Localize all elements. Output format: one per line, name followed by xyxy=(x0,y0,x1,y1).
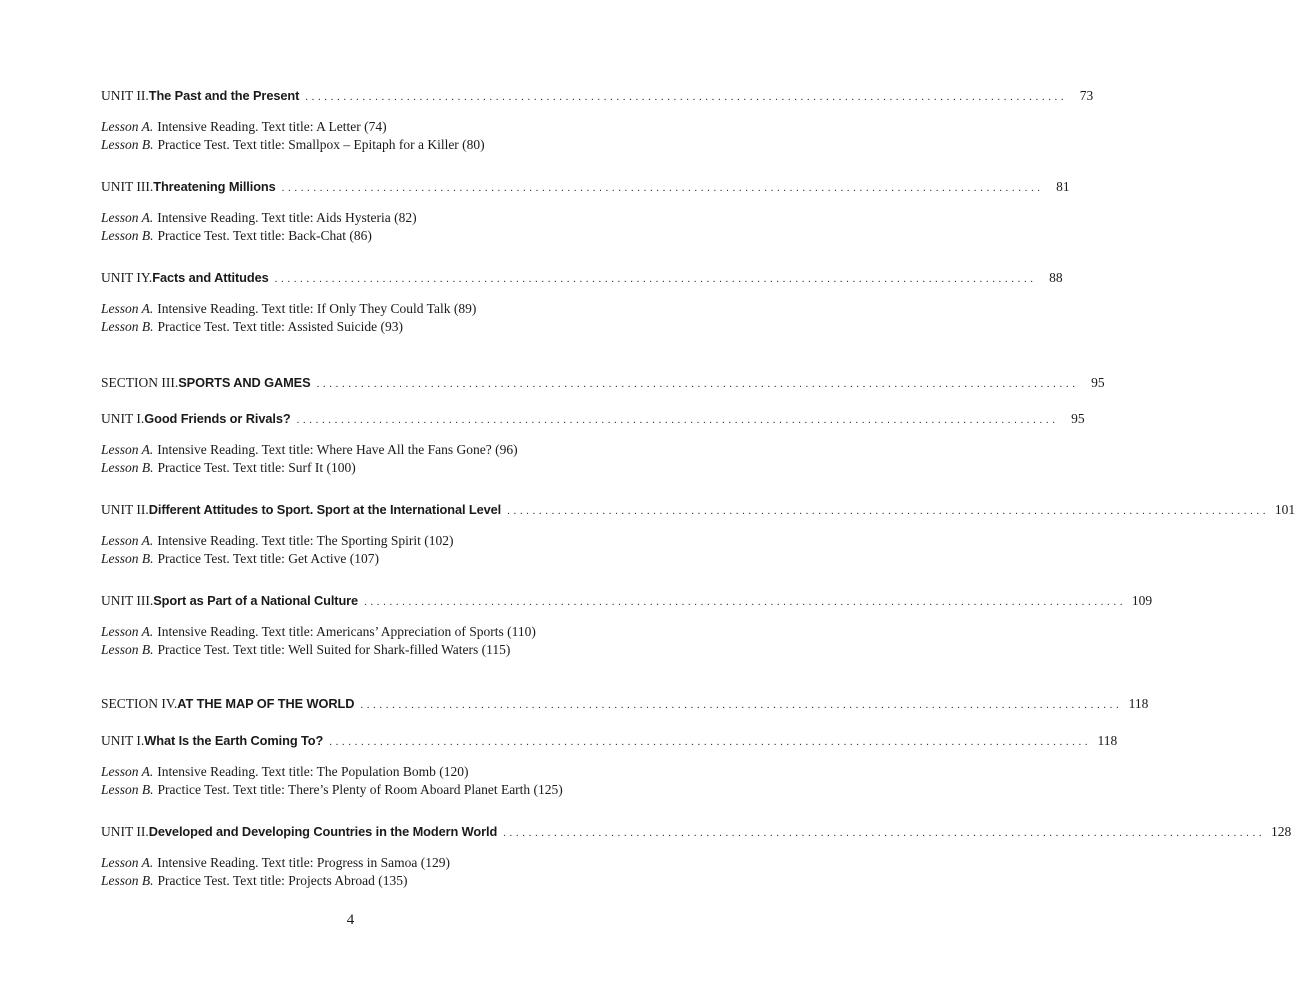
entry-page-number: 95 xyxy=(1091,375,1105,390)
lesson-text: Practice Test. Text title: Surf It (100) xyxy=(157,460,356,475)
lesson-text: Practice Test. Text title: Get Active (107) xyxy=(157,551,379,566)
entry-page-number: 81 xyxy=(1056,179,1070,194)
lesson-text: Practice Test. Text title: Well Suited for Shark-filled Waters (115) xyxy=(157,642,511,657)
toc-heading xyxy=(101,177,1070,197)
entry-prefix: UNIT II. xyxy=(101,502,149,517)
entry-page-number: 109 xyxy=(1131,593,1153,608)
lesson-line xyxy=(101,459,640,477)
entry-prefix: SECTION III. xyxy=(101,375,179,390)
leader-dots: ........................................................................................................................ xyxy=(316,378,1079,390)
leader-dots: ........................................................................................................................ xyxy=(281,182,1044,194)
entry-page-number: 101 xyxy=(1274,502,1295,517)
lesson-text: Intensive Reading. Text title: Progress in Samoa (129) xyxy=(157,855,451,870)
lesson-tag: Lesson A. xyxy=(101,442,154,457)
entry-page-number: 88 xyxy=(1049,270,1063,285)
lesson-line xyxy=(101,136,640,154)
toc-entry-section xyxy=(101,373,1105,393)
lesson-line xyxy=(101,532,640,550)
entry-prefix: SECTION IV. xyxy=(101,696,178,711)
entry-prefix: UNIT II. xyxy=(101,88,149,103)
lesson-line xyxy=(101,550,640,568)
lesson-text: Intensive Reading. Text title: Americans’ Appreciation of Sports (110) xyxy=(157,624,536,639)
entry-page-number: 118 xyxy=(1097,733,1118,748)
entry-title: Facts and Attitudes xyxy=(152,270,269,285)
lesson-text: Practice Test. Text title: Projects Abroad (135) xyxy=(157,873,408,888)
leader-dots: ........................................................................................................................ xyxy=(274,273,1037,285)
lesson-text: Intensive Reading. Text title: The Population Bomb (120) xyxy=(157,764,469,779)
toc-heading xyxy=(101,409,1085,429)
entry-prefix: UNIT IY. xyxy=(101,270,153,285)
entry-title: Good Friends or Rivals? xyxy=(144,411,291,426)
lesson-text: Intensive Reading. Text title: Aids Hysteria (82) xyxy=(157,210,417,225)
leader-dots: ........................................................................................................................ xyxy=(503,827,1266,839)
toc-entry-unit xyxy=(101,591,1153,659)
leader-dots: ........................................................................................................................ xyxy=(507,505,1270,517)
toc-heading xyxy=(101,822,1292,842)
lesson-tag: Lesson B. xyxy=(101,137,154,152)
entry-title: The Past and the Present xyxy=(148,88,300,103)
toc-entry-unit xyxy=(101,822,1292,890)
lesson-tag: Lesson B. xyxy=(101,642,154,657)
entry-prefix: UNIT I. xyxy=(101,733,145,748)
lesson-line xyxy=(101,118,640,136)
lesson-tag: Lesson A. xyxy=(101,210,154,225)
lesson-line xyxy=(101,227,640,245)
lesson-tag: Lesson A. xyxy=(101,119,154,134)
toc-heading xyxy=(101,86,1094,106)
lesson-tag: Lesson B. xyxy=(101,460,154,475)
entry-title: Threatening Millions xyxy=(153,179,276,194)
toc-entry-unit xyxy=(101,500,1295,568)
lesson-tag: Lesson A. xyxy=(101,764,154,779)
entry-title: Sport as Part of a National Culture xyxy=(153,593,359,608)
entry-title: Different Attitudes to Sport. Sport at the International Level xyxy=(148,502,502,517)
entry-prefix: UNIT II. xyxy=(101,824,149,839)
leader-dots: ........................................................................................................................ xyxy=(305,91,1068,103)
leader-dots: ........................................................................................................................ xyxy=(296,414,1059,426)
entry-prefix: UNIT I. xyxy=(101,411,145,426)
entry-title: SPORTS AND GAMES xyxy=(178,375,311,390)
toc-heading xyxy=(101,268,1063,288)
toc-heading xyxy=(101,694,1149,714)
toc-entry-unit xyxy=(101,731,1118,799)
lesson-tag: Lesson B. xyxy=(101,228,154,243)
leader-dots: ........................................................................................................................ xyxy=(360,699,1123,711)
lesson-tag: Lesson B. xyxy=(101,319,154,334)
lesson-line xyxy=(101,781,640,799)
entry-title: What Is the Earth Coming To? xyxy=(144,733,324,748)
lesson-line xyxy=(101,872,640,890)
toc-entry-unit xyxy=(101,409,1085,477)
lesson-text: Practice Test. Text title: Assisted Suicide (93) xyxy=(157,319,403,334)
lesson-text: Intensive Reading. Text title: If Only They Could Talk (89) xyxy=(157,301,477,316)
entry-page-number: 128 xyxy=(1270,824,1292,839)
lesson-line xyxy=(101,623,640,641)
lesson-tag: Lesson A. xyxy=(101,533,154,548)
lesson-text: Intensive Reading. Text title: The Sporting Spirit (102) xyxy=(157,533,454,548)
lesson-text: Intensive Reading. Text title: Where Have All the Fans Gone? (96) xyxy=(157,442,518,457)
lesson-tag: Lesson A. xyxy=(101,624,154,639)
lesson-tag: Lesson A. xyxy=(101,301,154,316)
lesson-tag: Lesson B. xyxy=(101,782,154,797)
toc-entry-section xyxy=(101,694,1149,714)
lesson-line xyxy=(101,441,640,459)
toc-heading xyxy=(101,591,1153,611)
lesson-line xyxy=(101,318,640,336)
toc-entry-unit xyxy=(101,177,1070,245)
lesson-tag: Lesson A. xyxy=(101,855,154,870)
entry-prefix: UNIT III. xyxy=(101,593,154,608)
toc-entry-unit xyxy=(101,268,1063,336)
lesson-line xyxy=(101,300,640,318)
toc-heading xyxy=(101,731,1118,751)
lesson-line xyxy=(101,854,640,872)
entry-title: Developed and Developing Countries in the Modern World xyxy=(148,824,498,839)
leader-dots: ........................................................................................................................ xyxy=(329,736,1092,748)
toc-entry-unit xyxy=(101,86,1094,154)
toc-heading xyxy=(101,500,1295,520)
entry-page-number: 118 xyxy=(1128,696,1149,711)
entry-page-number: 95 xyxy=(1071,411,1085,426)
lesson-line xyxy=(101,209,640,227)
lesson-text: Practice Test. Text title: Smallpox – Epitaph for a Killer (80) xyxy=(157,137,485,152)
page-number: 4 xyxy=(346,912,355,928)
leader-dots: ........................................................................................................................ xyxy=(364,596,1127,608)
entry-prefix: UNIT III. xyxy=(101,179,154,194)
entry-title: AT THE MAP OF THE WORLD xyxy=(177,696,355,711)
entry-page-number: 73 xyxy=(1079,88,1094,103)
lesson-line xyxy=(101,641,640,659)
lesson-text: Practice Test. Text title: There’s Plenty of Room Aboard Planet Earth (125) xyxy=(157,782,563,797)
lesson-line xyxy=(101,763,640,781)
toc-heading xyxy=(101,373,1105,393)
lesson-text: Practice Test. Text title: Back-Chat (86) xyxy=(157,228,372,243)
lesson-tag: Lesson B. xyxy=(101,873,154,888)
lesson-text: Intensive Reading. Text title: A Letter (74) xyxy=(157,119,387,134)
lesson-tag: Lesson B. xyxy=(101,551,154,566)
